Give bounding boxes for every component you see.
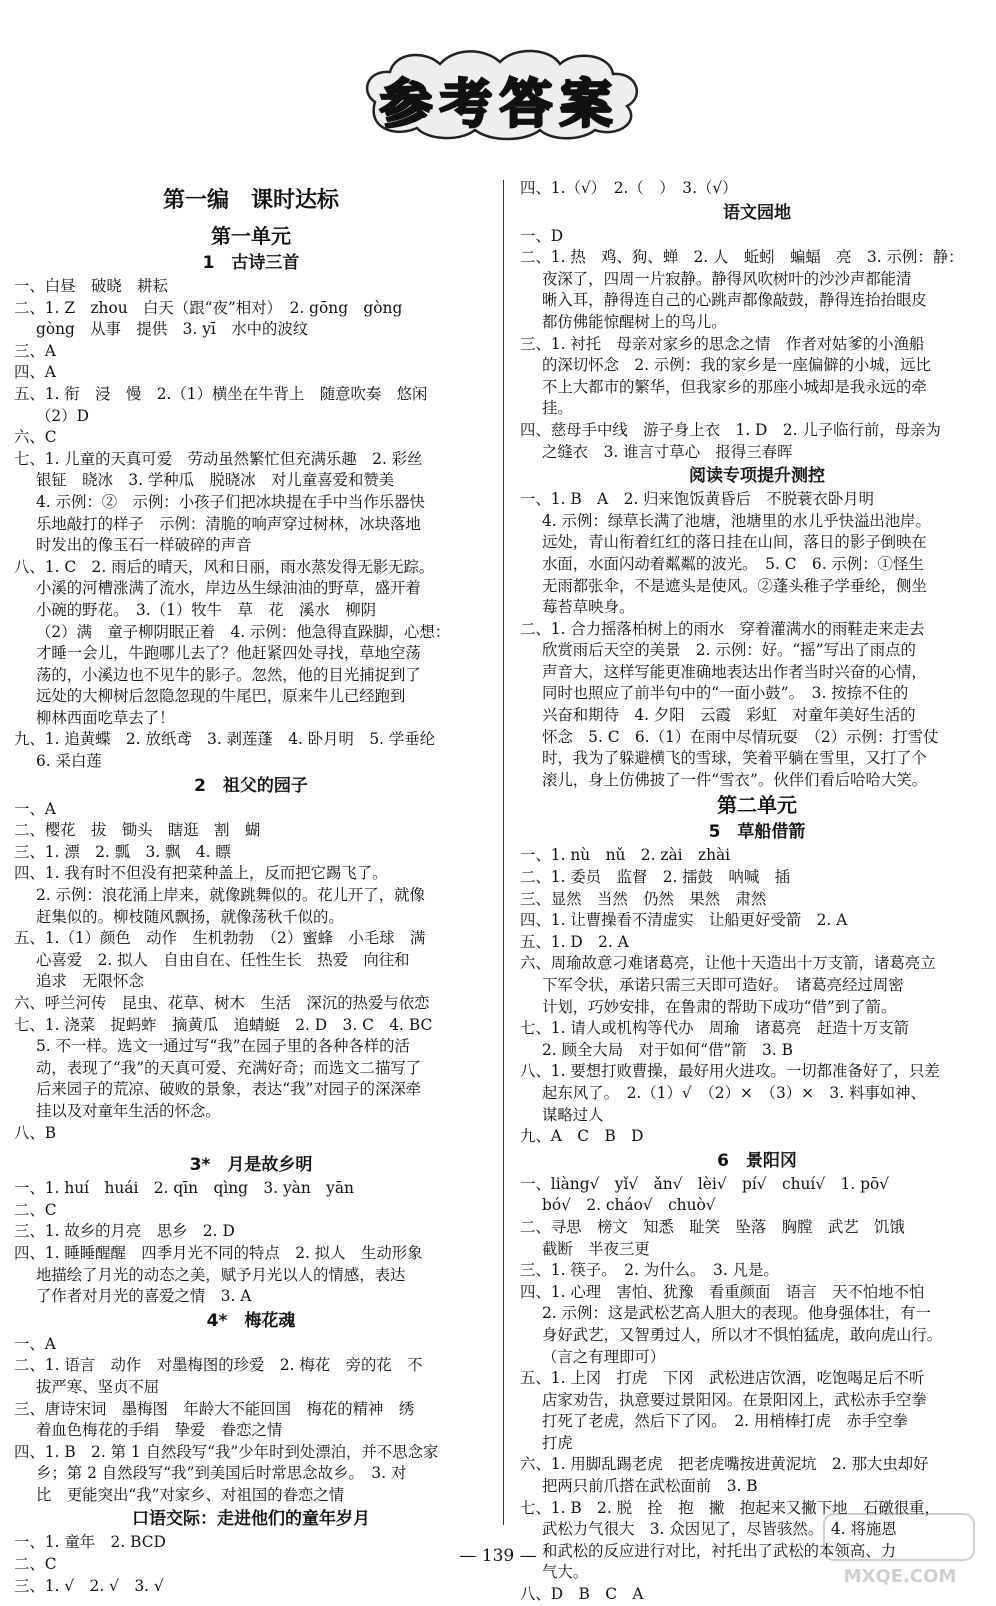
answer-line: 一、1. 童年 2. BCD	[14, 1533, 166, 1552]
answer-line: 滚儿，身上仿佛披了一件“雪衣”。伙伴们看后哈哈大笑。	[542, 770, 928, 789]
answer-line: gòng 从事 提供 3. yī 水中的波纹	[36, 320, 309, 339]
lesson-1-title: 1 古诗三首	[202, 253, 300, 273]
answer-line: 银钲 晓冰 3. 学种瓜 脱晓冰 对儿童喜爱和赞美	[36, 471, 395, 490]
answer-line: 小碗的野花。 3.（1）牧牛 草 花 溪水 柳阴	[36, 600, 376, 619]
answer-line: 四、慈母手中线 游子身上衣 1. D 2. 儿子临行前，母亲为	[520, 420, 941, 439]
answer-line: 一、白昼 破晓 耕耘	[14, 277, 168, 295]
answer-line: 着血色梅花的手绢 挚爱 眷恋之情	[36, 1421, 283, 1440]
answer-line: 七、1. 儿童的天真可爱 劳动虽然繁忙但充满乐趣 2. 彩丝	[14, 449, 423, 468]
answer-line: 怀念 5. C 6.（1）在雨中尽情玩耍 （2）示例：打雪仗	[542, 727, 939, 746]
answer-line: 八、1. C 2. 雨后的晴天，风和日丽，雨水蒸发得无影无踪。	[14, 557, 435, 576]
language-garden-title: 语文园地	[723, 202, 791, 223]
language-garden-answers	[520, 226, 994, 464]
answer-line: 2. 示例：浪花涌上岸来，就像跳舞似的。花儿开了，就像	[36, 886, 425, 905]
answer-line: 四、1. 心理 害怕、犹豫 看重颜面 语言 天不怕地不怕	[520, 1282, 925, 1301]
unit-one-title: 第一单元	[211, 224, 291, 248]
answer-line: 4. 示例：绿草长满了池塘，池塘里的水儿乎快溢出池岸。	[542, 511, 931, 530]
answer-line: 九、A C B D	[520, 1127, 644, 1146]
answer-line: 二、C	[14, 1200, 57, 1219]
answer-line: 八、D B C A	[520, 1585, 644, 1604]
answer-line: 挂。	[542, 399, 573, 418]
unit-two-title: 第二单元	[717, 793, 797, 818]
answer-line: 四、1. B 2. 第 1 自然段写“我”少年时到处漂泊，并不思念家	[14, 1442, 439, 1461]
answer-line: 三、1. 故乡的月亮 思乡 2. D	[14, 1222, 235, 1241]
answer-line: 6. 采白莲	[36, 752, 102, 771]
answer-line: 二、1. Z zhou 白天（跟“夜”相对） 2. gōng gòng	[14, 298, 403, 317]
answer-line: 打虎	[542, 1433, 573, 1452]
answer-line: 远处的大柳树后忽隐忽现的牛尾巴，原来牛儿已经跑到	[36, 687, 406, 706]
lesson-5-answers	[520, 845, 994, 1147]
answer-line: 声音大，这样写能更准确地表达出作者当时兴奋的心情，	[542, 662, 927, 681]
answer-line: 柳林西面吃草去了！	[36, 708, 175, 727]
answer-line: 计划，巧妙安排，在鲁肃的帮助下成功“借”到了箭。	[542, 997, 897, 1016]
answer-line: 六、C	[14, 428, 57, 447]
answer-line: 八、1. 要想打败曹操，最好用火进攻。一切都准备好了，只差	[520, 1062, 940, 1081]
answer-line: 挂以及对童年生活的怀念。	[36, 1101, 221, 1120]
answer-line: 六、周瑜故意刁难诸葛亮，让他十天造出十万支箭，诸葛亮立	[520, 954, 936, 973]
answer-line: 三、1. 筷子。 2. 为什么。 3. 凡是。	[520, 1261, 779, 1280]
answer-line: 二、樱花 拔 锄头 瞎逛 割 蝴	[14, 821, 261, 840]
answer-line: 九、1. 追黄蝶 2. 放纸鸢 3. 剥莲蓬 4. 卧月明 5. 学垂纶	[14, 730, 436, 749]
answer-line: 之缝衣 3. 谁言寸草心 报得三春晖	[542, 442, 793, 461]
watermark-text: MXQE.COM	[843, 1566, 957, 1587]
answer-line: 无雨都张伞，不是遮头是使风。②蓬头稚子学垂纶，侧坐	[542, 576, 927, 595]
lesson-3-answers	[14, 1178, 488, 1308]
right-column	[520, 178, 994, 1606]
answer-line: 和武松的反应进行对比，衬托出了武松的本领高、力	[542, 1541, 896, 1560]
reading-test-answers	[520, 489, 994, 791]
answer-line: 水面，水面闪动着粼粼的波光。 5. C 6. 示例：①怪生	[542, 554, 924, 573]
answer-line: 四、1. 睡睡醒醒 四季月光不同的特点 2. 拟人 生动形象	[14, 1243, 423, 1262]
answer-line: 七、1. 浇菜 捉蚂蚱 摘黄瓜 追蜻蜓 2. D 3. C 4. BC	[14, 1015, 433, 1034]
answer-line: bó√ 2. cháo√ chuò√	[542, 1196, 716, 1215]
answer-line: 打死了老虎，然后下了冈。 2. 用梢棒打虎 赤手空拳	[542, 1412, 908, 1431]
lesson-5-title: 5 草船借箭	[708, 822, 806, 843]
oral-communication-title: 口语交际：走进他们的童年岁月	[132, 1509, 370, 1530]
answer-line: 5. 不一样。选文一通过写“我”在园子里的各种各样的活	[36, 1037, 410, 1056]
answer-line: 一、1. nù nǔ 2. zài zhài	[520, 846, 731, 865]
answer-line: 三、显然 当然 仍然 果然 肃然	[520, 889, 767, 908]
answer-line: 远处，青山衔着红红的落日挂在山间，落日的影子倒映在	[542, 533, 927, 552]
answer-line: 一、1. huí huái 2. qīn qìng 3. yàn yān	[14, 1179, 354, 1198]
answer-line: 三、1. 漂 2. 瓢 3. 飘 4. 瞟	[14, 842, 231, 861]
banner-title: 参考答案	[379, 75, 620, 135]
answer-line: （2）D	[36, 406, 89, 425]
answer-line: 心喜爱 2. 拟人 自由自在、任性生长 热爱 向往和	[36, 950, 410, 969]
answer-line: 二、1. 语言 动作 对墨梅图的珍爱 2. 梅花 旁的花 不	[14, 1356, 423, 1375]
answer-line: 一、D	[520, 226, 564, 245]
answer-line: 不上大都市的繁华，但我家乡的那座小城却是我永远的牵	[542, 377, 927, 396]
answer-line: 四、A	[14, 363, 56, 382]
answer-line: 一、A	[14, 799, 56, 818]
answer-line: 了作者对月光的喜爱之情 3. A	[36, 1287, 252, 1306]
answer-line: 乐地敲打的样子 示例：清脆的响声穿过树林，冰块落地	[36, 514, 421, 533]
watermark-logo	[820, 1510, 980, 1590]
answer-line: 同时也照应了前半句中的“一面小鼓”。 3. 按捺不住的	[542, 684, 909, 703]
title-banner	[355, 42, 645, 142]
answer-line: 三、1. 衬托 母亲对家乡的思念之情 作者对姑爹的小渔船	[520, 334, 925, 353]
answer-line: 五、1.（1）颜色 动作 生机勃勃 （2）蜜蜂 小毛球 满	[14, 929, 426, 948]
answer-line: 七、1. B 2. 脱 拴 抱 撇 抱起来又撇下地 石礅很重，	[520, 1498, 940, 1517]
answer-line: 比 更能突出“我”对家乡、对祖国的眷恋之情	[36, 1485, 345, 1504]
answer-line: 四、1. 让曹操看不清虚实 让船更好受箭 2. A	[520, 911, 848, 930]
answer-line: 夜深了，四周一片寂静。静得风吹树叶的沙沙声都能清	[542, 269, 912, 288]
answer-line: 后来园子的荒凉、破败的景象，表达“我”对园子的深深牵	[36, 1080, 422, 1099]
answer-line: 二、C	[14, 1555, 57, 1574]
column-divider	[503, 180, 504, 1525]
answer-line: 晰入耳，静得连自己的心跳声都像敲鼓，静得连抬抬眼皮	[542, 291, 927, 310]
lesson-4-title: 4* 梅花魂	[206, 1310, 296, 1331]
answer-line: 三、唐诗宋词 墨梅图 年龄大不能回国 梅花的精神 绣	[14, 1399, 415, 1418]
answer-line: 莓苔草映身。	[542, 598, 635, 617]
watermark-seal-icon	[820, 1510, 980, 1590]
answer-line: 四、1.（√） 2.（ ） 3.（√）	[520, 179, 738, 197]
answer-line: （2）满 童子柳阴眠正着 4. 示例：他急得直跺脚，心想：	[36, 622, 451, 641]
answer-line: 追求 无限怀念	[36, 972, 144, 991]
answer-line: 时发出的像玉石一样破碎的声音	[36, 536, 252, 555]
left-column	[14, 180, 488, 1597]
answer-line: 五、1. D 2. A	[520, 932, 629, 951]
answer-line: 2. 顾全大局 对于如何“借”箭 3. B	[542, 1040, 793, 1059]
answer-line: 二、1. 合力摇落柏树上的雨水 穿着灌满水的雨鞋走来走去	[520, 619, 925, 638]
answer-line: 时，我为了躲避横飞的雪球，笑着平躺在雪里，又打了个	[542, 749, 927, 768]
answer-line: 二、1. 热 鸡、狗、蝉 2. 人 蚯蚓 蝙蝠 亮 3. 示例：静：	[520, 248, 964, 267]
answer-line: 起东风了。 2.（1）√ （2）× （3）× 3. 料事如神、	[542, 1083, 926, 1102]
lesson-2-answers	[14, 799, 488, 1145]
answer-line: 六、呼兰河传 昆虫、花草、树木 生活 深沉的热爱与依恋	[14, 994, 430, 1012]
answer-line: 荡的，小溪边也不见牛的影子。忽然，他的目光捕捉到了	[36, 665, 421, 684]
answer-line: 都仿佛能惊醒树上的鸟儿。	[542, 312, 727, 331]
lesson-2-title: 2 祖父的园子	[194, 775, 308, 796]
answer-line: 拔严寒、坚贞不屈	[36, 1377, 160, 1396]
answer-line: 一、liàng√ yǐ√ ǎn√ lèi√ pí√ chuí√ 1. pō√	[520, 1174, 890, 1193]
answer-line: 三、A	[14, 341, 56, 360]
lesson-4-answers	[14, 1334, 488, 1507]
answer-line: 四、1. 我有时不但没有把菜种盖上，反而把它踢飞了。	[14, 864, 388, 883]
answer-line: 八、B	[14, 1123, 57, 1142]
answer-line: 气大。	[542, 1563, 589, 1582]
answer-line: 才睡一会儿，牛跑哪儿去了？他赶紧四处寻找，草地空荡	[36, 644, 421, 663]
oral-continued-answers	[520, 178, 994, 200]
answer-line: 4. 示例：② 示例：小孩子们把冰块提在手中当作乐器快	[36, 492, 425, 511]
answer-line: 一、1. B A 2. 归来饱饭黄昏后 不脱蓑衣卧月明	[520, 490, 874, 509]
answer-line: 2. 示例：这是武松艺高人胆大的表现。他身强体壮，有一	[542, 1304, 931, 1323]
answer-line: 七、1. 请人或机构等代办 周瑜 诸葛亮 赶造十万支箭	[520, 1019, 909, 1038]
answer-line: 下军令状，承诺只需三天即可造好。 诸葛亮经过周密	[542, 976, 904, 994]
answer-line: 二、1. 委员 监督 2. 擂鼓 呐喊 插	[520, 868, 791, 887]
reading-test-title: 阅读专项提升测控	[689, 466, 825, 487]
answer-line: 五、1. 上冈 打虎 下冈 武松进店饮酒，吃饱喝足后不听	[520, 1369, 925, 1388]
answer-line: 地描绘了月光的动态之美，赋予月光以人的情感，表达	[36, 1265, 406, 1284]
answer-line: 身好武艺，又智勇过人，所以才不惧怕猛虎，敢向虎山行。	[542, 1325, 943, 1344]
section-title: 第一编 课时达标	[162, 188, 339, 213]
lesson-1-answers	[14, 276, 488, 773]
answer-line: 兴奋和期待 4. 夕阳 云霞 彩虹 对童年美好生活的	[542, 706, 916, 725]
answer-line: 乡；第 2 自然段写“我”到美国后时常思念故乡。 3. 对	[36, 1464, 407, 1483]
answer-line: 店家劝告，执意要过景阳冈。在景阳冈上，武松赤手空拳	[542, 1390, 927, 1409]
answer-line: 的深切怀念 2. 示例：我的家乡是一座偏僻的小城，远比	[542, 356, 931, 375]
lesson-6-title: 6 景阳冈	[717, 1150, 797, 1171]
answer-line: 把两只前爪搭在武松面前 3. B	[542, 1477, 758, 1496]
answer-line: 截断 半夜三更	[542, 1239, 650, 1258]
answer-line: 五、1. 衔 浸 慢 2.（1）横坐在牛背上 随意吹奏 悠闲	[14, 384, 428, 403]
answer-line: 谋略过人	[542, 1105, 604, 1124]
answer-line: 小溪的河槽涨满了流水，岸边丛生绿油油的野草，盛开着	[36, 579, 421, 598]
answer-line: 动，表现了“我”的天真可爱、充满好奇；而选文二描写了	[36, 1058, 422, 1077]
lesson-3-title: 3* 月是故乡明	[189, 1155, 313, 1176]
answer-line: （言之有理即可）	[542, 1347, 666, 1366]
answer-line: 二、寻思 榜文 知悉 耻笑 坠落 胸膛 武艺 饥饿	[520, 1217, 905, 1236]
answer-line: 武松力气很大 3. 众因见了，尽皆骇然。 4. 将施恩	[542, 1520, 897, 1539]
page-number: — 139 —	[459, 1546, 537, 1566]
answer-line: 赶集似的。柳枝随风飘扬，就像荡秋千似的。	[36, 907, 344, 926]
answer-line: 欣赏雨后天空的美景 2. 示例：好。“摇”写出了雨点的	[542, 641, 916, 660]
answer-line: 六、1. 用脚乱踢老虎 把老虎嘴按进黄泥坑 2. 那大虫却好	[520, 1455, 929, 1474]
answer-line: 一、A	[14, 1334, 56, 1353]
answer-line: 三、1. √ 2. √ 3. √	[14, 1576, 164, 1595]
